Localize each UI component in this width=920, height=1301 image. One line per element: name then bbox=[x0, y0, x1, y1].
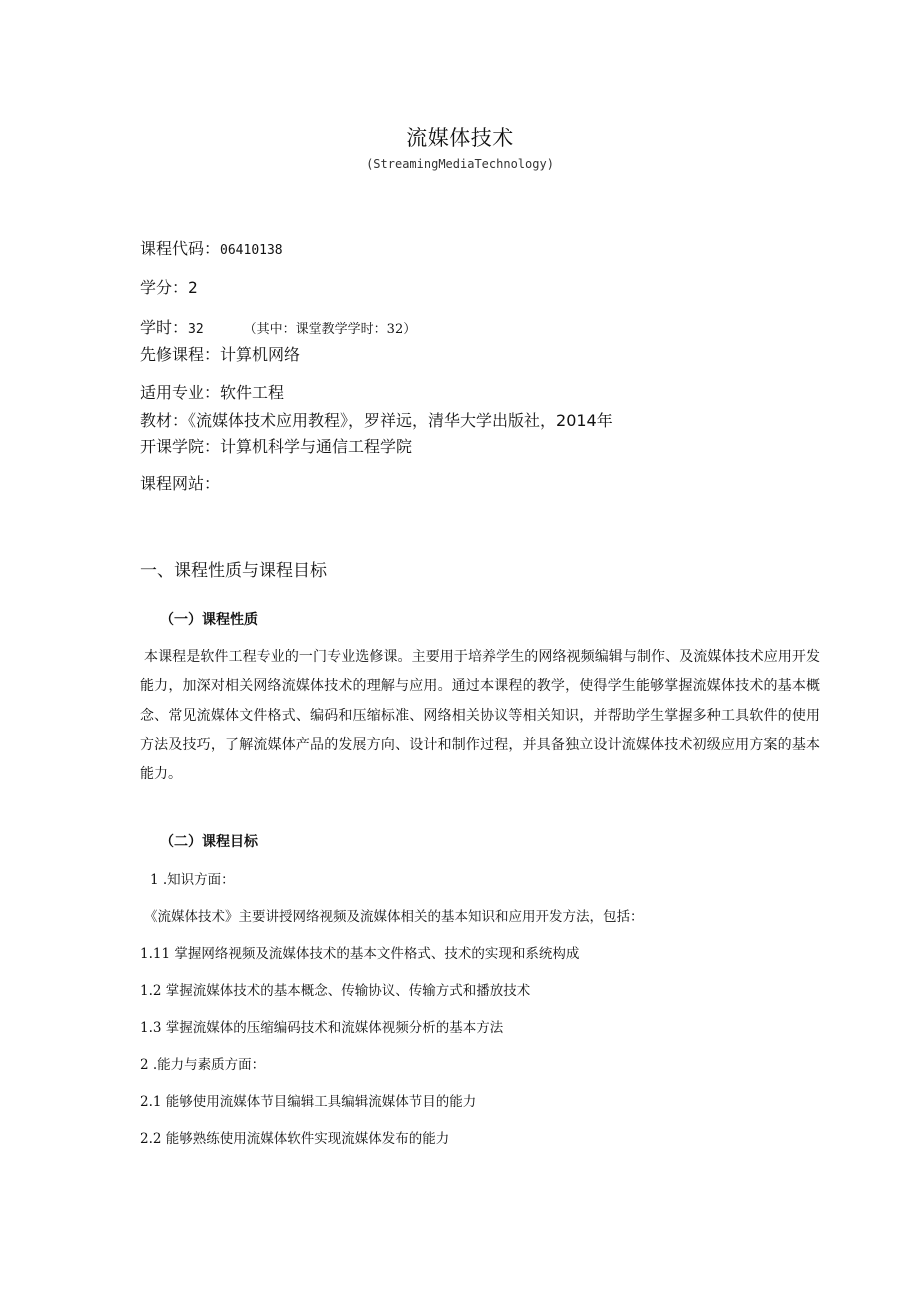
section-heading-nature-goals: 一、课程性质与课程目标 bbox=[140, 561, 327, 581]
credit-row bbox=[140, 275, 198, 298]
knowledge-intro: 《流媒体技术》主要讲授网络视频及流媒体相关的基本知识和应用开发方法，包括： bbox=[144, 909, 644, 925]
major-row bbox=[140, 380, 284, 403]
hours-label: 学时： bbox=[140, 318, 189, 337]
textbook-label: 教材： bbox=[140, 411, 189, 430]
knowledge-item: 1.3 掌握流媒体的压缩编码技术和流媒体视频分析的基本方法 bbox=[140, 1020, 504, 1036]
course-code-value: 06410138 bbox=[220, 243, 283, 258]
textbook-row bbox=[140, 408, 613, 431]
knowledge-item: 1.11 掌握网络视频及流媒体技术的基本文件格式、技术的实现和系统构成 bbox=[140, 946, 580, 962]
course-subtitle: (StreamingMediaTechnology) bbox=[366, 157, 554, 171]
college-value: 计算机科学与通信工程学院 bbox=[220, 437, 413, 456]
credit-value: 2 bbox=[188, 278, 198, 297]
nature-paragraph: 本课程是软件工程专业的一门专业选修课。主要用于培养学生的网络视频编辑与制作、及流媒体技术应用开发能力，加深对相关网络流媒体技术的理解与应用。通过本课程的教学，使得学生能够掌握流媒体技术的基本概念、常见流媒体文件格式、编码和压缩标准、网络相关协议等相关知识，并帮助学生掌握多种工具软件的使用方法及技巧，了解流媒体产品的发展方向、设计和制作过程，并具备独立设计流媒体技术初级应用方案的基本能力。 bbox=[140, 649, 820, 783]
ability-item: 2.1 能够使用流媒体节目编辑工具编辑流媒体节目的能力 bbox=[140, 1094, 477, 1110]
subsection-heading-goals: （二）课程目标 bbox=[160, 834, 258, 850]
hours-value: 32 bbox=[188, 322, 204, 337]
hours-note: （其中：课堂教学学时：32） bbox=[243, 322, 417, 337]
knowledge-item: 1.2 掌握流媒体技术的基本概念、传输协议、传输方式和播放技术 bbox=[140, 983, 531, 999]
major-value: 软件工程 bbox=[220, 383, 285, 402]
course-code-label: 课程代码： bbox=[140, 239, 221, 258]
website-label: 课程网站： bbox=[140, 474, 221, 493]
major-label: 适用专业： bbox=[140, 383, 221, 402]
hours-row bbox=[140, 315, 416, 338]
college-row bbox=[140, 434, 412, 457]
credit-label: 学分： bbox=[140, 278, 189, 297]
prereq-label: 先修课程： bbox=[140, 345, 221, 364]
website-row bbox=[140, 471, 220, 494]
subsection-heading-nature: （一）课程性质 bbox=[160, 612, 258, 628]
course-code-row bbox=[140, 236, 283, 259]
ability-item: 2.2 能够熟练使用流媒体软件实现流媒体发布的能力 bbox=[140, 1131, 450, 1147]
college-label: 开课学院： bbox=[140, 437, 221, 456]
ability-heading: 2 .能力与素质方面： bbox=[140, 1057, 266, 1073]
prereq-row bbox=[140, 342, 300, 365]
textbook-value: 《流媒体技术应用教程》，罗祥远，清华大学出版社，2014年 bbox=[188, 411, 613, 430]
course-title: 流媒体技术 bbox=[406, 126, 514, 150]
prereq-value: 计算机网络 bbox=[220, 345, 301, 364]
knowledge-heading: 1 .知识方面： bbox=[150, 872, 235, 888]
